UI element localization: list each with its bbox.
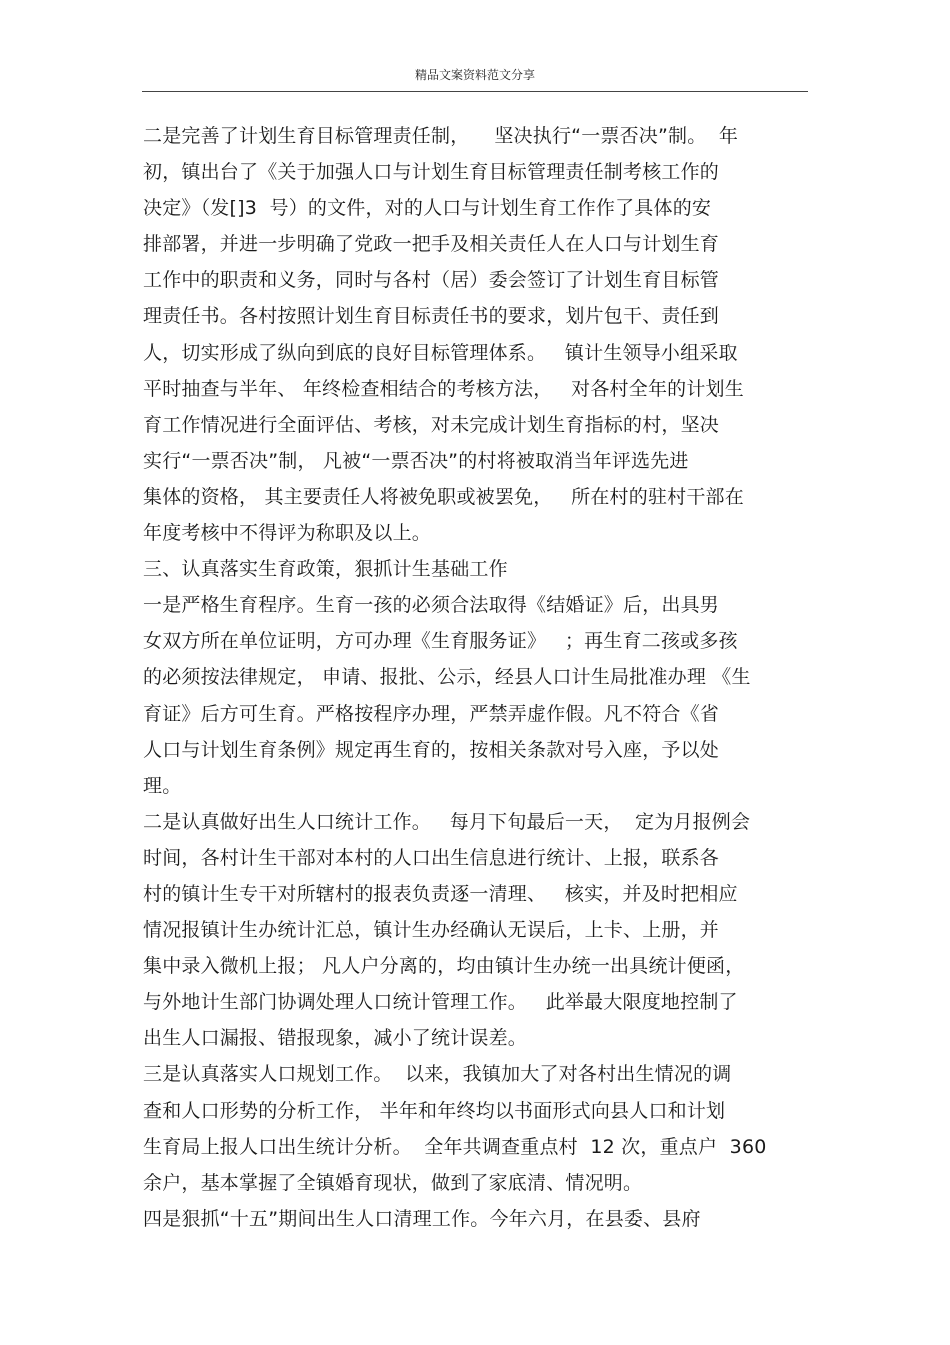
text-line: 理。 xyxy=(143,774,182,797)
text-line: 二是认真做好出生人口统计工作。 每月下旬最后一天， 定为月报例会 xyxy=(143,810,751,833)
text-line: 村的镇计生专干对所辖村的报表负责逐一清理、 核实，并及时把相应 xyxy=(143,882,738,905)
text-line: 女双方所在单位证明，方可办理《生育服务证》 ；再生育二孩或多孩 xyxy=(143,630,738,653)
text-line: 排部署，并进一步明确了党政一把手及相关责任人在人口与计划生育 xyxy=(143,233,720,256)
text-line: 育证》后方可生育。严格按程序办理，严禁弄虚作假。凡不符合《省 xyxy=(143,702,720,725)
text-line: 三是认真落实人口规划工作。 以来，我镇加大了对各村出生情况的调 xyxy=(143,1063,732,1086)
text-line: 平时抽查与半年、 年终检查相结合的考核方法， 对各村全年的计划生 xyxy=(143,377,744,400)
text-line: 出生人口漏报、错报现象，减小了统计误差。 xyxy=(143,1027,528,1050)
text-line: 余户，基本掌握了全镇婚育现状，做到了家底清、情况明。 xyxy=(143,1171,643,1194)
text-line: 四是狠抓“十五”期间出生人口清理工作。今年六月，在县委、县府 xyxy=(143,1207,701,1230)
text-line: 的必须按法律规定， 申请、报批、公示，经县人口计生局批准办理 《生 xyxy=(143,666,751,689)
text-line: 二是完善了计划生育目标管理责任制， 坚决执行“一票否决”制。 年 xyxy=(143,125,739,147)
text-line: 年度考核中不得评为称职及以上。 xyxy=(143,522,432,545)
text-line: 人，切实形成了纵向到底的良好目标管理体系。 镇计生领导小组采取 xyxy=(143,341,738,364)
text-line: 决定》（发[]3 号）的文件，对的人口与计划生育工作作了具体的安 xyxy=(143,197,712,220)
text-line: 查和人口形势的分析工作， 半年和年终均以书面形式向县人口和计划 xyxy=(143,1099,726,1122)
document-body xyxy=(143,118,813,1237)
text-line: 时间，各村计生干部对本村的人口出生信息进行统计、上报，联系各 xyxy=(143,846,720,869)
text-line: 人口与计划生育条例》规定再生育的，按相关条款对号入座，予以处 xyxy=(143,738,720,761)
text-line: 实行“一票否决”制， 凡被“一票否决”的村将被取消当年评选先进 xyxy=(143,449,689,472)
text-line: 生育局上报人口出生统计分析。 全年共调查重点村 12 次，重点户 360 xyxy=(143,1135,767,1158)
text-line: 理责任书。各村按照计划生育目标责任书的要求，划片包干、责任到 xyxy=(143,305,720,328)
text-line: 工作中的职责和义务，同时与各村（居）委会签订了计划生育目标管 xyxy=(143,269,720,292)
page-header: 精品文案资料范文分享 xyxy=(414,68,535,82)
section-heading: 三、认真落实生育政策，狠抓计生基础工作 xyxy=(143,558,508,581)
text-line: 初，镇出台了《关于加强人口与计划生育目标管理责任制考核工作的 xyxy=(143,161,720,184)
text-line: 与外地计生部门协调处理人口统计管理工作。 此举最大限度地控制了 xyxy=(143,991,738,1014)
text-line: 情况报镇计生办统计汇总，镇计生办经确认无误后，上卡、上册，并 xyxy=(143,919,720,942)
text-line: 一是严格生育程序。生育一孩的必须合法取得《结婚证》后，出具男 xyxy=(143,594,720,617)
text-line: 集中录入微机上报； 凡人户分离的，均由镇计生办统一出具统计便函， xyxy=(143,955,745,978)
text-line: 集体的资格， 其主要责任人将被免职或被罢免， 所在村的驻村干部在 xyxy=(143,485,744,508)
header-divider xyxy=(142,91,808,92)
text-line: 育工作情况进行全面评估、考核，对未完成计划生育指标的村，坚决 xyxy=(143,413,720,436)
